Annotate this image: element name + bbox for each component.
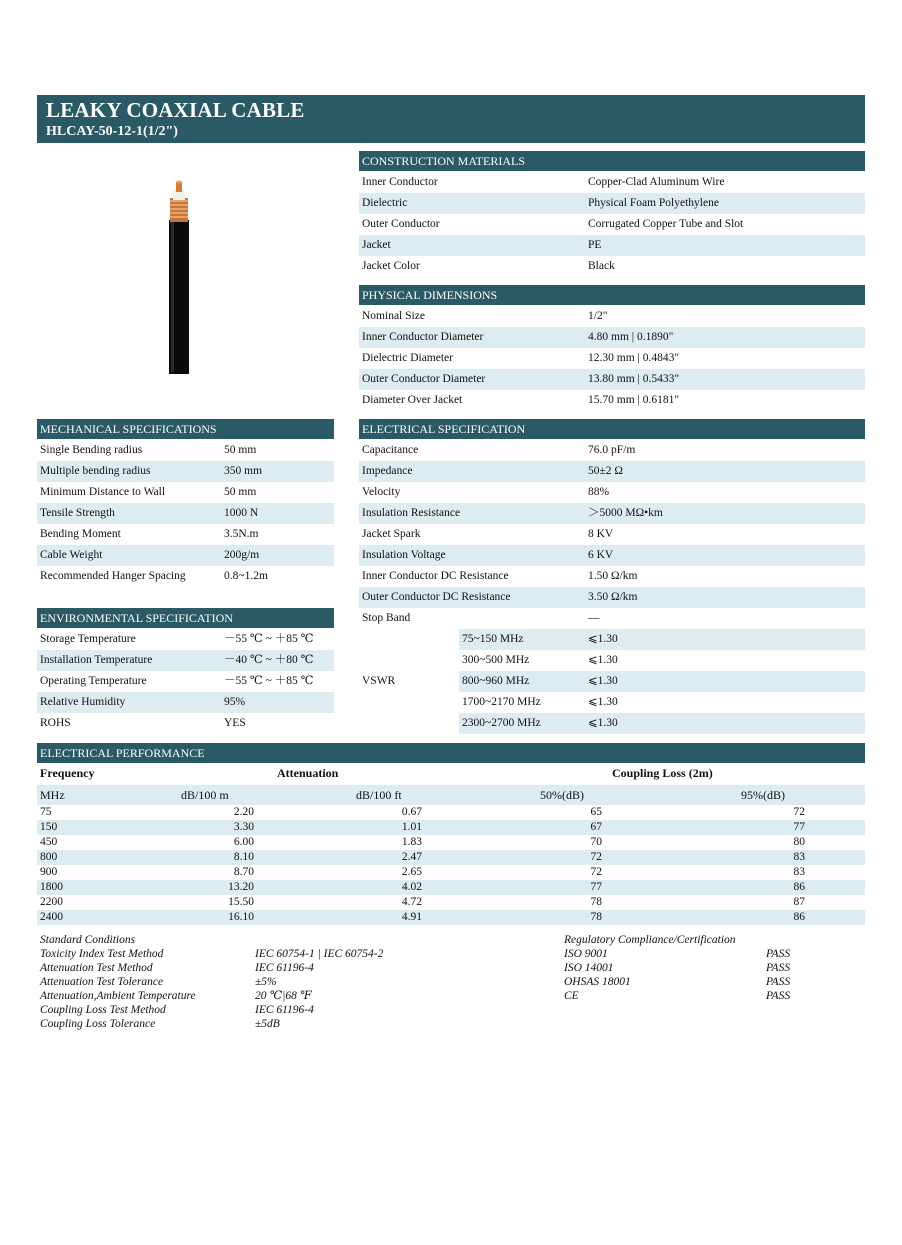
- table-cell: 86: [793, 911, 805, 923]
- spec-value: 1/2": [588, 310, 608, 322]
- spec-value: 95%: [224, 696, 246, 708]
- table-cell: 2.47: [401, 851, 422, 863]
- spec-value: 50±2 Ω: [588, 465, 623, 477]
- spec-row: [359, 369, 865, 390]
- table-cell: 0.67: [401, 806, 422, 818]
- spec-label: Storage Temperature: [40, 633, 136, 645]
- performance-heading: ELECTRICAL PERFORMANCE: [37, 743, 865, 763]
- table-cell: 1.01: [401, 821, 422, 833]
- table-cell: 87: [793, 896, 805, 908]
- spec-value: Physical Foam Polyethylene: [588, 197, 719, 209]
- spec-value: 0.8~1.2m: [224, 570, 268, 582]
- electrical-heading: ELECTRICAL SPECIFICATION: [359, 419, 865, 439]
- spec-value: 50 mm: [224, 486, 257, 498]
- table-cell: 78: [590, 896, 602, 908]
- vswr-row: [459, 671, 865, 692]
- spec-value: －55 ℃ ~ ＋85 ℃: [224, 633, 314, 645]
- spec-value: －40 ℃ ~ ＋80 ℃: [224, 654, 314, 666]
- table-cell: 65: [590, 806, 602, 818]
- table-cell: 83: [793, 866, 805, 878]
- spec-label: Single Bending radius: [40, 444, 143, 456]
- spec-row: [359, 524, 865, 545]
- model-number: HLCAY-50-12-1(1/2"): [46, 124, 178, 139]
- table-cell: 15.50: [228, 896, 254, 908]
- spec-row: [359, 587, 865, 608]
- vswr-row: [459, 692, 865, 713]
- table-cell: 3.30: [233, 821, 254, 833]
- spec-label: Outer Conductor Diameter: [362, 373, 486, 385]
- unit-cell: dB/100 m: [181, 788, 229, 802]
- unit-cell: 95%(dB): [741, 788, 785, 802]
- spec-row: [359, 193, 865, 214]
- certification-status: PASS: [766, 990, 791, 1002]
- mechanical-heading: MECHANICAL SPECIFICATIONS: [37, 419, 334, 439]
- table-cell: 75: [40, 806, 52, 818]
- table-row: [37, 835, 865, 850]
- table-cell: 2400: [40, 911, 63, 923]
- standard-label: Toxicity Index Test Method: [40, 948, 164, 960]
- standard-value: ±5dB: [255, 1018, 280, 1030]
- spec-label: Capacitance: [362, 444, 419, 456]
- spec-label: Cable Weight: [40, 549, 103, 561]
- spec-row: [37, 503, 334, 524]
- vswr-row: [459, 713, 865, 734]
- table-cell: 78: [590, 911, 602, 923]
- table-cell: 72: [793, 806, 805, 818]
- spec-row: [37, 461, 334, 482]
- table-cell: 2200: [40, 896, 63, 908]
- standard-value: IEC 61196-4: [255, 962, 314, 974]
- table-cell: 150: [40, 821, 58, 833]
- spec-label: Outer Conductor DC Resistance: [362, 591, 511, 603]
- spec-value: 3.50 Ω/km: [588, 591, 638, 603]
- spec-row: [37, 524, 334, 545]
- spec-label: Dielectric: [362, 197, 408, 209]
- vswr-value: ⩽1.30: [588, 633, 618, 645]
- spec-value: 12.30 mm | 0.4843": [588, 352, 680, 364]
- spec-label: Minimum Distance to Wall: [40, 486, 166, 498]
- table-cell: 8.70: [233, 866, 254, 878]
- vswr-band: 75~150 MHz: [462, 633, 524, 645]
- table-cell: 2.65: [401, 866, 422, 878]
- table-cell: 67: [590, 821, 602, 833]
- certification-status: PASS: [766, 976, 791, 988]
- standards-heading: Standard Conditions: [40, 934, 136, 946]
- spec-row: [359, 172, 865, 193]
- table-cell: 83: [793, 851, 805, 863]
- attenuation-column-header: Attenuation: [277, 766, 339, 780]
- spec-label: Insulation Resistance: [362, 507, 461, 519]
- spec-value: 50 mm: [224, 444, 257, 456]
- unit-cell: 50%(dB): [540, 788, 584, 802]
- spec-label: Stop Band: [362, 612, 411, 624]
- standard-value: IEC 61196-4: [255, 1004, 314, 1016]
- vswr-value: ⩽1.30: [588, 717, 618, 729]
- spec-value: 350 mm: [224, 465, 263, 477]
- standard-label: Attenuation Test Method: [40, 962, 153, 974]
- table-cell: 800: [40, 851, 58, 863]
- spec-row: [359, 214, 865, 235]
- table-cell: 77: [590, 881, 602, 893]
- table-cell: 900: [40, 866, 58, 878]
- spec-label: Velocity: [362, 486, 401, 498]
- spec-value: PE: [588, 239, 602, 251]
- vswr-band: 1700~2170 MHz: [462, 696, 541, 708]
- table-row: [37, 895, 865, 910]
- table-cell: 6.00: [233, 836, 254, 848]
- spec-label: Operating Temperature: [40, 675, 147, 687]
- table-row: [37, 820, 865, 835]
- table-cell: 13.20: [228, 881, 254, 893]
- compliance-heading: Regulatory Compliance/Certification: [564, 934, 736, 946]
- spec-value: 1.50 Ω/km: [588, 570, 638, 582]
- vswr-value: ⩽1.30: [588, 654, 618, 666]
- spec-label: Diameter Over Jacket: [362, 394, 463, 406]
- table-cell: 72: [590, 866, 602, 878]
- spec-label: Dielectric Diameter: [362, 352, 453, 364]
- spec-row: [37, 545, 334, 566]
- spec-row: [359, 390, 865, 411]
- table-row: [37, 880, 865, 895]
- environmental-heading: ENVIRONMENTAL SPECIFICATION: [37, 608, 334, 628]
- table-cell: 16.10: [228, 911, 254, 923]
- certification-status: PASS: [766, 962, 791, 974]
- table-cell: 4.02: [401, 881, 422, 893]
- standard-label: Coupling Loss Test Method: [40, 1004, 166, 1016]
- spec-row: [37, 440, 334, 461]
- standard-label: Coupling Loss Tolerance: [40, 1018, 156, 1030]
- spec-row: [359, 503, 865, 524]
- spec-label: Tensile Strength: [40, 507, 115, 519]
- standard-label: Attenuation,Ambient Temperature: [40, 990, 196, 1002]
- standard-value: IEC 60754-1 | IEC 60754-2: [255, 948, 384, 960]
- spec-row: [37, 482, 334, 503]
- table-row: [37, 865, 865, 880]
- standard-value: ±5%: [255, 976, 277, 988]
- table-cell: 72: [590, 851, 602, 863]
- spec-row: [359, 461, 865, 482]
- table-cell: 1800: [40, 881, 63, 893]
- spec-row: [37, 671, 334, 692]
- spec-row: [37, 566, 334, 587]
- spec-row: [359, 545, 865, 566]
- spec-value: Copper-Clad Aluminum Wire: [588, 176, 725, 188]
- spec-row: [359, 566, 865, 587]
- page-title: LEAKY COAXIAL CABLE: [46, 98, 305, 122]
- frequency-column-header: Frequency: [40, 766, 95, 780]
- spec-row: [359, 306, 865, 327]
- table-row: [37, 910, 865, 925]
- spec-value: 6 KV: [588, 549, 614, 561]
- spec-row: [359, 348, 865, 369]
- table-cell: 70: [590, 836, 602, 848]
- spec-value: YES: [224, 717, 246, 729]
- standard-value: 20 ℃|68 ℉: [255, 990, 312, 1002]
- spec-value: 200g/m: [224, 549, 260, 561]
- spec-value: ＞5000 MΩ•km: [588, 507, 663, 519]
- spec-row: [37, 692, 334, 713]
- vswr-band: 300~500 MHz: [462, 654, 530, 666]
- vswr-band: 800~960 MHz: [462, 675, 530, 687]
- coupling-column-header: Coupling Loss (2m): [612, 766, 713, 780]
- certification-name: ISO 9001: [564, 948, 608, 960]
- certification-name: ISO 14001: [564, 962, 614, 974]
- spec-row: [37, 650, 334, 671]
- spec-label: Multiple bending radius: [40, 465, 151, 477]
- spec-label: Jacket Color: [362, 260, 420, 272]
- spec-label: Insulation Voltage: [362, 549, 446, 561]
- spec-label: ROHS: [40, 717, 71, 729]
- spec-label: Jacket Spark: [362, 528, 421, 540]
- spec-value: 1000 N: [224, 507, 259, 519]
- cable-image: [155, 178, 215, 374]
- spec-label: Relative Humidity: [40, 696, 126, 708]
- vswr-band: 2300~2700 MHz: [462, 717, 541, 729]
- table-cell: 86: [793, 881, 805, 893]
- table-cell: 8.10: [233, 851, 254, 863]
- certification-name: CE: [564, 990, 579, 1002]
- spec-value: 76.0 pF/m: [588, 444, 636, 456]
- spec-label: Outer Conductor: [362, 218, 440, 230]
- spec-row: [37, 629, 334, 650]
- vswr-value: ⩽1.30: [588, 696, 618, 708]
- standard-label: Attenuation Test Tolerance: [40, 976, 164, 988]
- spec-value: 3.5N.m: [224, 528, 259, 540]
- spec-label: Inner Conductor DC Resistance: [362, 570, 509, 582]
- table-row: [37, 805, 865, 820]
- certification-status: PASS: [766, 948, 791, 960]
- spec-row: [359, 440, 865, 461]
- vswr-label-cell: [359, 671, 459, 692]
- table-row: [37, 850, 865, 865]
- spec-label: Recommended Hanger Spacing: [40, 570, 186, 582]
- spec-value: 13.80 mm | 0.5433": [588, 373, 680, 385]
- spec-label: Bending Moment: [40, 528, 121, 540]
- spec-value: Corrugated Copper Tube and Slot: [588, 218, 744, 230]
- spec-row: [359, 256, 865, 277]
- construction-heading: CONSTRUCTION MATERIALS: [359, 151, 865, 171]
- table-cell: 2.20: [233, 806, 254, 818]
- unit-cell: dB/100 ft: [356, 788, 402, 802]
- spec-value: 4.80 mm | 0.1890": [588, 331, 674, 343]
- spec-row: [37, 713, 334, 734]
- spec-label: Nominal Size: [362, 310, 425, 322]
- spec-label: Inner Conductor: [362, 176, 438, 188]
- spec-label: Inner Conductor Diameter: [362, 331, 484, 343]
- vswr-label: VSWR: [362, 675, 396, 687]
- spec-label: Jacket: [362, 239, 391, 251]
- certification-name: OHSAS 18001: [564, 976, 631, 988]
- vswr-value: ⩽1.30: [588, 675, 618, 687]
- table-cell: 4.72: [401, 896, 422, 908]
- spec-value: 15.70 mm | 0.6181": [588, 394, 680, 406]
- spec-value: 8 KV: [588, 528, 614, 540]
- spec-row: [359, 235, 865, 256]
- spec-label: Installation Temperature: [40, 654, 153, 666]
- physical-heading: PHYSICAL DIMENSIONS: [359, 285, 865, 305]
- spec-row: [359, 608, 865, 629]
- spec-row: [359, 327, 865, 348]
- spec-value: －55 ℃ ~ ＋85 ℃: [224, 675, 314, 687]
- table-cell: 77: [793, 821, 805, 833]
- spec-label: Impedance: [362, 465, 413, 477]
- vswr-row: [459, 650, 865, 671]
- unit-cell: MHz: [40, 788, 65, 802]
- table-cell: 4.91: [401, 911, 422, 923]
- table-cell: 1.83: [401, 836, 422, 848]
- spec-value: Black: [588, 260, 615, 272]
- table-cell: 80: [793, 836, 805, 848]
- spec-value: 88%: [588, 486, 610, 498]
- table-cell: 450: [40, 836, 58, 848]
- units-row: [37, 785, 865, 805]
- spec-row: [359, 482, 865, 503]
- spec-value: —: [588, 612, 600, 624]
- vswr-row: [459, 629, 865, 650]
- title-bar: [37, 95, 865, 143]
